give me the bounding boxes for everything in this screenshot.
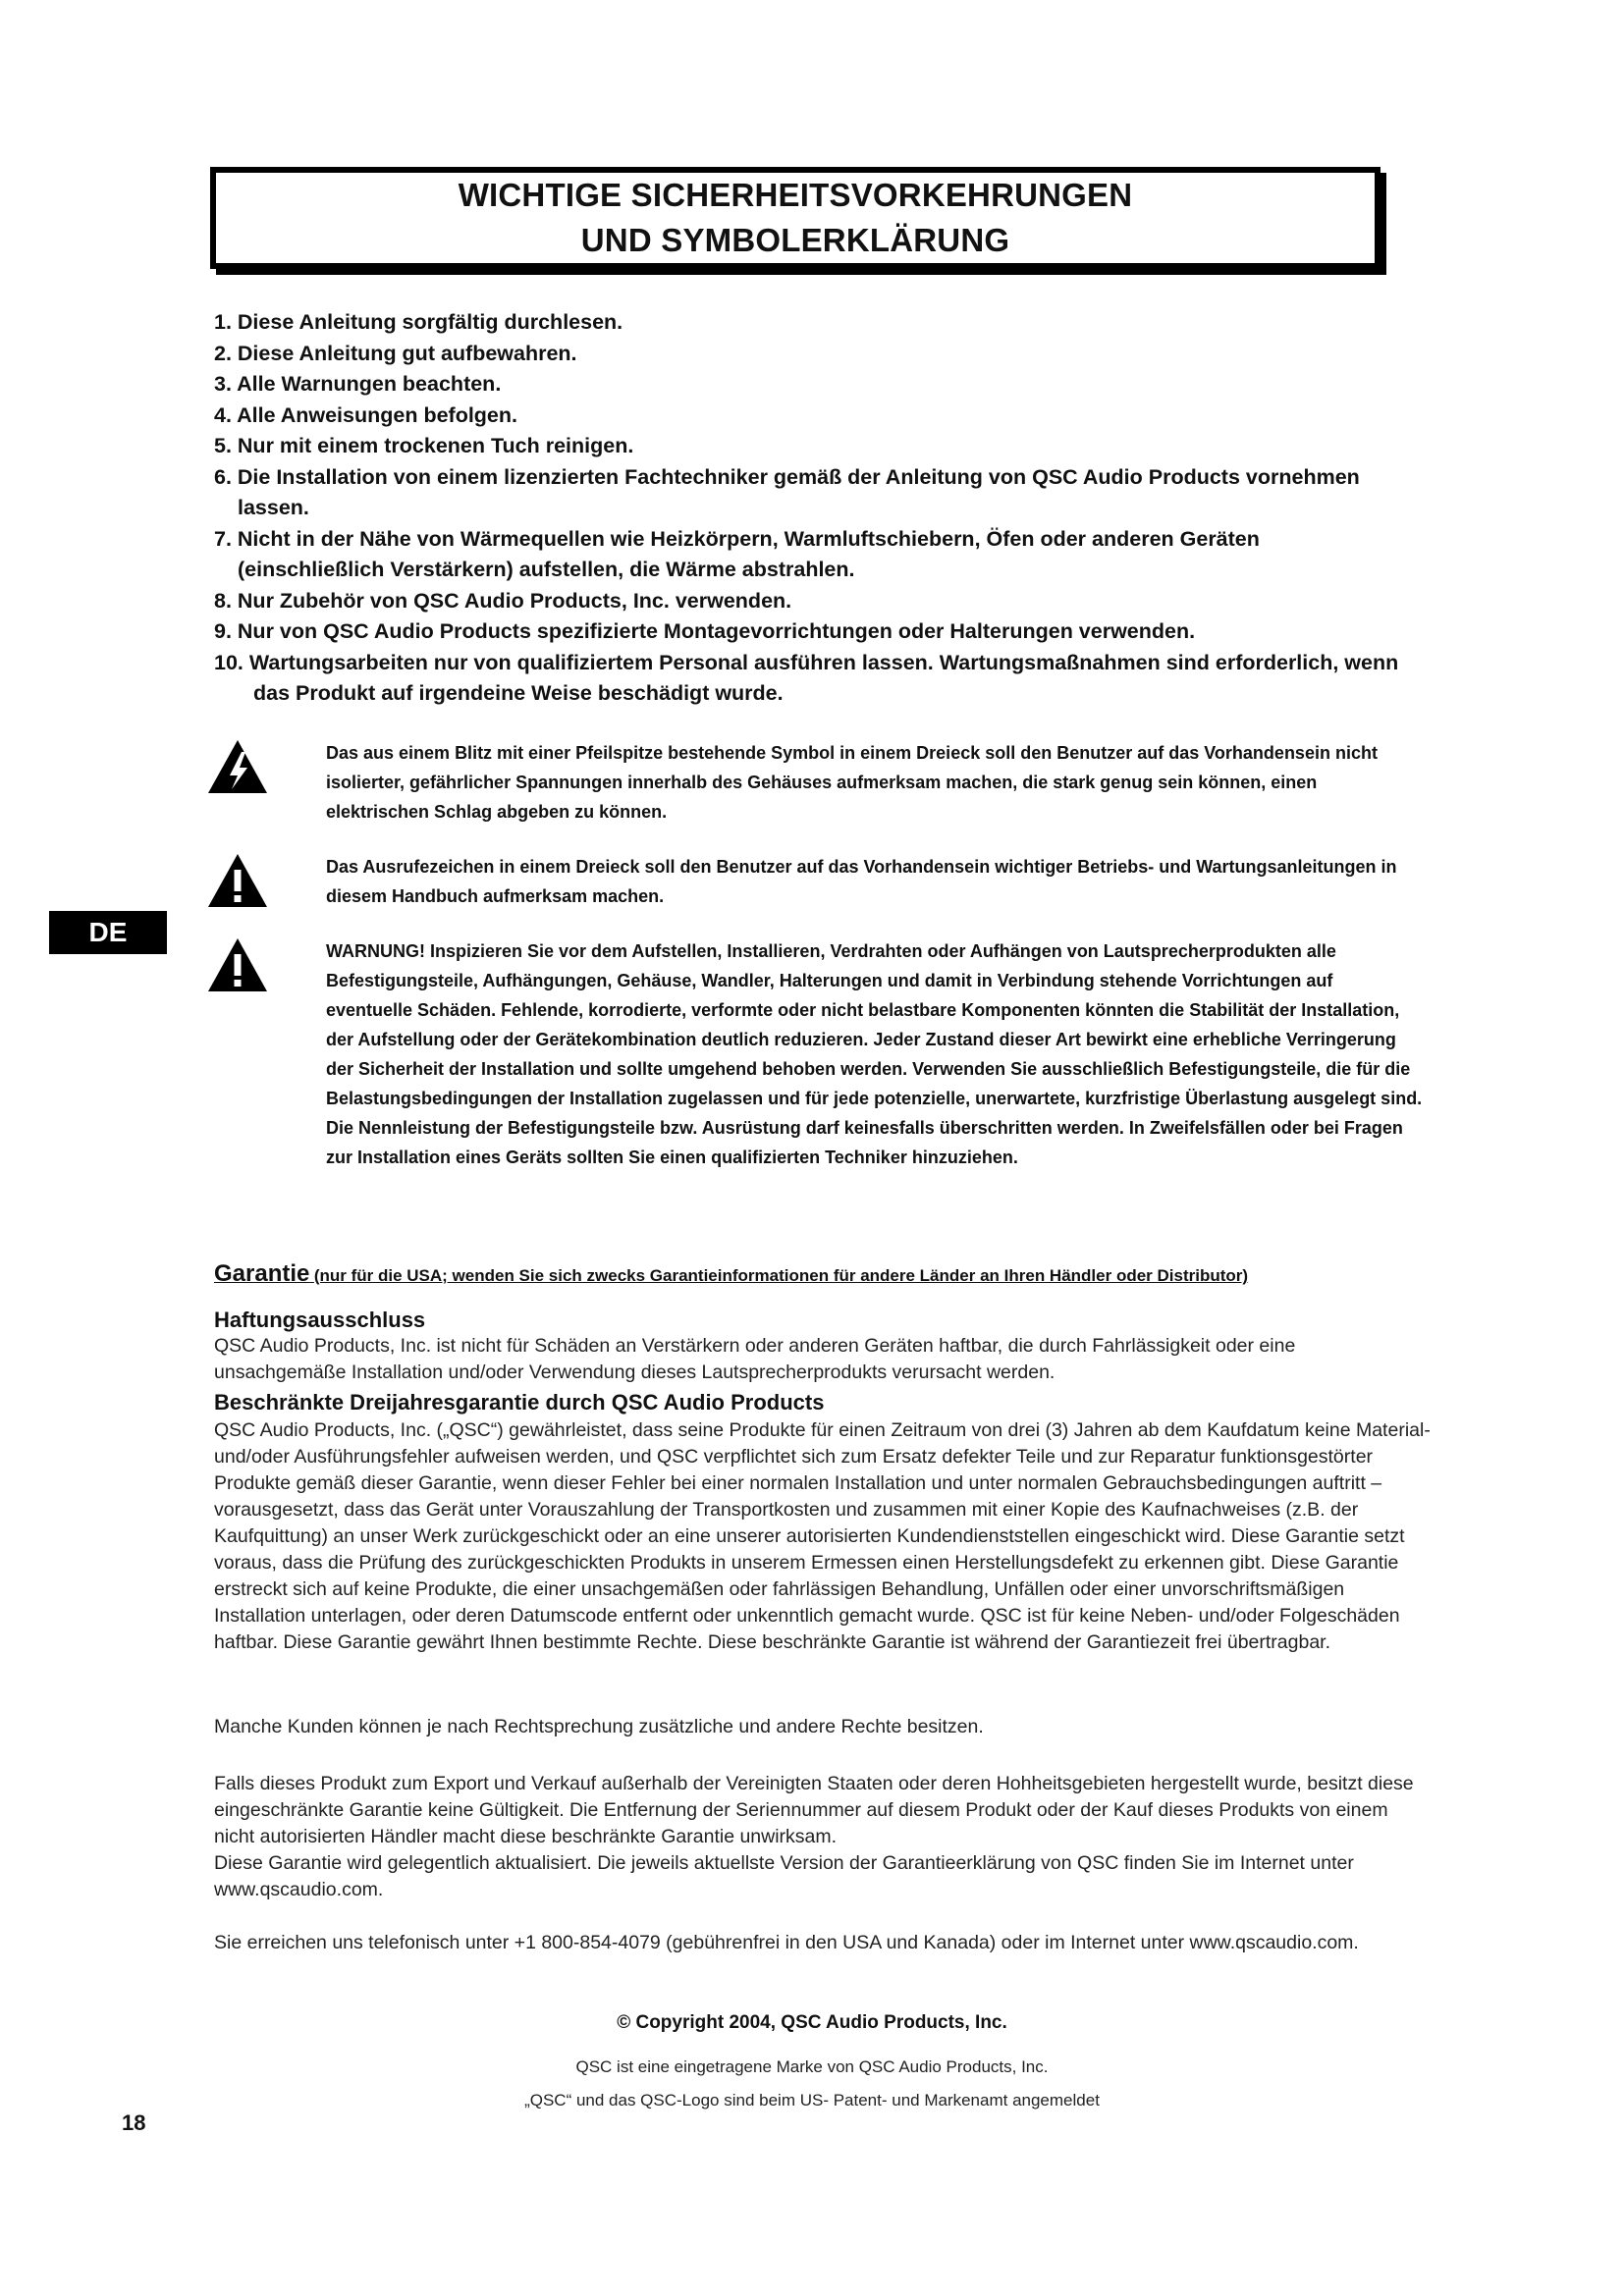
exclamation-symbol-block	[206, 852, 1424, 911]
rights-text: Manche Kunden können je nach Rechtsprechung zusätzliche und andere Rechte besitzen.	[214, 1716, 984, 1737]
disclaimer-text: QSC Audio Products, Inc. ist nicht für Schäden an Verstärkern oder anderen Geräten haftbar, die durch Fahrlässigkeit oder eine unsachgemäße Installation und/oder Verwendung dieses Lautsprecherprodukts verursacht werden.	[214, 1335, 1296, 1383]
exclamation-warning-icon	[206, 852, 269, 909]
lightning-symbol-text: Das aus einem Blitz mit einer Pfeilspitze bestehende Symbol in einem Dreieck soll den Benutzer auf das Vorhandensein nicht isolierter, gefährlicher Spannungen innerhalb des Gehäuses aufmerksam machen, die stark genug sein können, einen elektrischen Schlag abgeben zu können.	[326, 743, 1378, 822]
limited-warranty-title: Beschränkte Dreijahresgarantie durch QSC Audio Products	[214, 1390, 825, 1415]
list-item: 6. Die Installation von einem lizenzierten Fachtechniker gemäß der Anleitung von QSC Audio Products vornehmen lassen.	[214, 464, 1360, 519]
warranty-title: Garantie	[214, 1260, 310, 1287]
update-text: Diese Garantie wird gelegentlich aktualisiert. Die jeweils aktuellste Version der Garantieerklärung von QSC finden Sie im Internet unter www.qscaudio.com.	[214, 1852, 1354, 1900]
copyright: © Copyright 2004, QSC Audio Products, Inc.	[617, 2012, 1007, 2033]
list-item: 9. Nur von QSC Audio Products spezifizierte Montagevorrichtungen oder Halterungen verwenden.	[214, 619, 1196, 643]
list-item: 4. Alle Anweisungen befolgen.	[214, 402, 517, 427]
language-tab: DE	[49, 911, 167, 954]
list-item: 1. Diese Anleitung sorgfältig durchlesen.	[214, 310, 623, 334]
warning-block	[206, 936, 1424, 1172]
warning-text: WARNUNG! Inspizieren Sie vor dem Aufstellen, Installieren, Verdrahten oder Aufhängen von Lautsprecherprodukten alle Befestigungsteile, Aufhängungen, Gehäuse, Wandler, Halterungen und damit in Verbindung stehende Vorrichtungen auf eventuelle Schäden. Fehlende, korrodierte, verformte oder nicht belastbare Komponenten könnten die Stabilität der Installation, der Aufstellung oder der Gerätekombination deutlich reduzieren. Jeder Zustand dieser Art bewirkt eine erhebliche Verringerung der Sicherheit der Installation und sollte umgehend behoben werden. Verwenden Sie ausschließlich Befestigungsteile, die für die Belastungsbedingungen der Installation zugelassen und für jede potenzielle, unerwartete, kurzfristige Überlastung ausgelegt sind. Die Nennleistung der Befestigungsteile bzw. Ausrüstung darf keinesfalls überschritten werden. In Zweifelsfällen oder bei Fragen zur Installation eines Geräts sollten Sie einen qualifizierten Techniker hinzuziehen.	[326, 941, 1423, 1167]
contact-text: Sie erreichen uns telefonisch unter +1 800-854-4079 (gebührenfrei in den USA und Kanada) oder im Internet unter www.qscaudio.com.	[214, 1932, 1359, 1953]
trademark-note: QSC ist eine eingetragene Marke von QSC Audio Products, Inc.	[575, 2057, 1049, 2076]
list-item: 5. Nur mit einem trockenen Tuch reinigen.	[214, 434, 634, 457]
limited-warranty-text: QSC Audio Products, Inc. („QSC“) gewährleistet, dass seine Produkte für einen Zeitraum von drei (3) Jahren ab dem Kaufdatum keine Material- und/oder Ausführungsfehler aufweisen werden, und QSC verpflichtet sich zum Ersatz defekter Teile und zur Reparatur funktionsgestörter Produkte gemäß dieser Garantie, wenn dieser Fehler bei einer normalen Installation und unter normalen Gebrauchsbedingungen auftritt – vorausgesetzt, dass das Gerät unter Vorauszahlung der Transportkosten und zusammen mit einer Kopie des Kaufnachweises (z.B. der Kaufquittung) an unser Werk zurückgeschickt oder an eine unserer autorisierten Kundendienststellen eingeschickt wird. Diese Garantie setzt voraus, dass die Prüfung des zurückgeschickten Produkts in unserem Ermessen einen Herstellungsdefekt zu erkennen gibt. Diese Garantie erstreckt sich auf keine Produkte, die einer unsachgemäßen oder fahrlässigen Behandlung, Unfällen oder einer unvorschriftsmäßigen Installation unterlagen, oder deren Datumscode entfernt oder unkenntlich gemacht wurde. QSC ist für keine Neben- und/oder Folgeschäden haftbar. Diese Garantie gewährt Ihnen bestimmte Rechte. Diese beschränkte Garantie ist während der Garantiezeit frei übertragbar.	[214, 1419, 1431, 1653]
exclamation-warning-icon	[206, 936, 269, 993]
page-title-line-2: UND SYMBOLERKLÄRUNG	[580, 222, 1010, 258]
disclaimer-title: Haftungsausschluss	[214, 1308, 426, 1332]
list-item: 2. Diese Anleitung gut aufbewahren.	[214, 341, 577, 365]
page-number: 18	[122, 2110, 146, 2135]
lightning-warning-icon	[206, 738, 269, 795]
list-item: 3. Alle Warnungen beachten.	[214, 372, 502, 396]
list-item: 10. Wartungsarbeiten nur von qualifiziertem Personal ausführen lassen. Wartungsmaßnahmen sind erforderlich, wenn das Produkt auf irgendeine Weise beschädigt wurde.	[214, 650, 1399, 705]
lightning-symbol-block	[206, 738, 1424, 827]
list-item: 8. Nur Zubehör von QSC Audio Products, Inc. verwenden.	[214, 588, 792, 613]
list-item: 7. Nicht in der Nähe von Wärmequellen wie Heizkörpern, Warmluftschiebern, Öfen oder anderen Geräten (einschließlich Verstärkern) aufstellen, die Wärme abstrahlen.	[214, 526, 1260, 581]
page-title-line-1: WICHTIGE SICHERHEITSVORKEHRUNGEN	[458, 177, 1133, 213]
patent-note: „QSC“ und das QSC-Logo sind beim US- Patent- und Markenamt angemeldet	[524, 2091, 1100, 2109]
instruction-list	[214, 307, 1402, 710]
export-text: Falls dieses Produkt zum Export und Verkauf außerhalb der Vereinigten Staaten oder deren Hohheitsgebieten hergestellt wurde, besitzt diese eingeschränkte Garantie keine Gültigkeit. Die Entfernung der Seriennummer auf diesem Produkt oder der Kauf dieses Produkts von einem nicht autorisierten Händler macht diese beschränkte Garantie unwirksam.	[214, 1773, 1414, 1847]
warranty-heading	[214, 1260, 1248, 1288]
title-box	[210, 167, 1380, 269]
exclamation-symbol-text: Das Ausrufezeichen in einem Dreieck soll den Benutzer auf das Vorhandensein wichtiger Betriebs- und Wartungsanleitungen in diesem Handbuch aufmerksam machen.	[326, 857, 1397, 906]
warranty-note: (nur für die USA; wenden Sie sich zwecks Garantieinformationen für andere Länder an Ihren Händler oder Distributor)	[313, 1266, 1249, 1285]
